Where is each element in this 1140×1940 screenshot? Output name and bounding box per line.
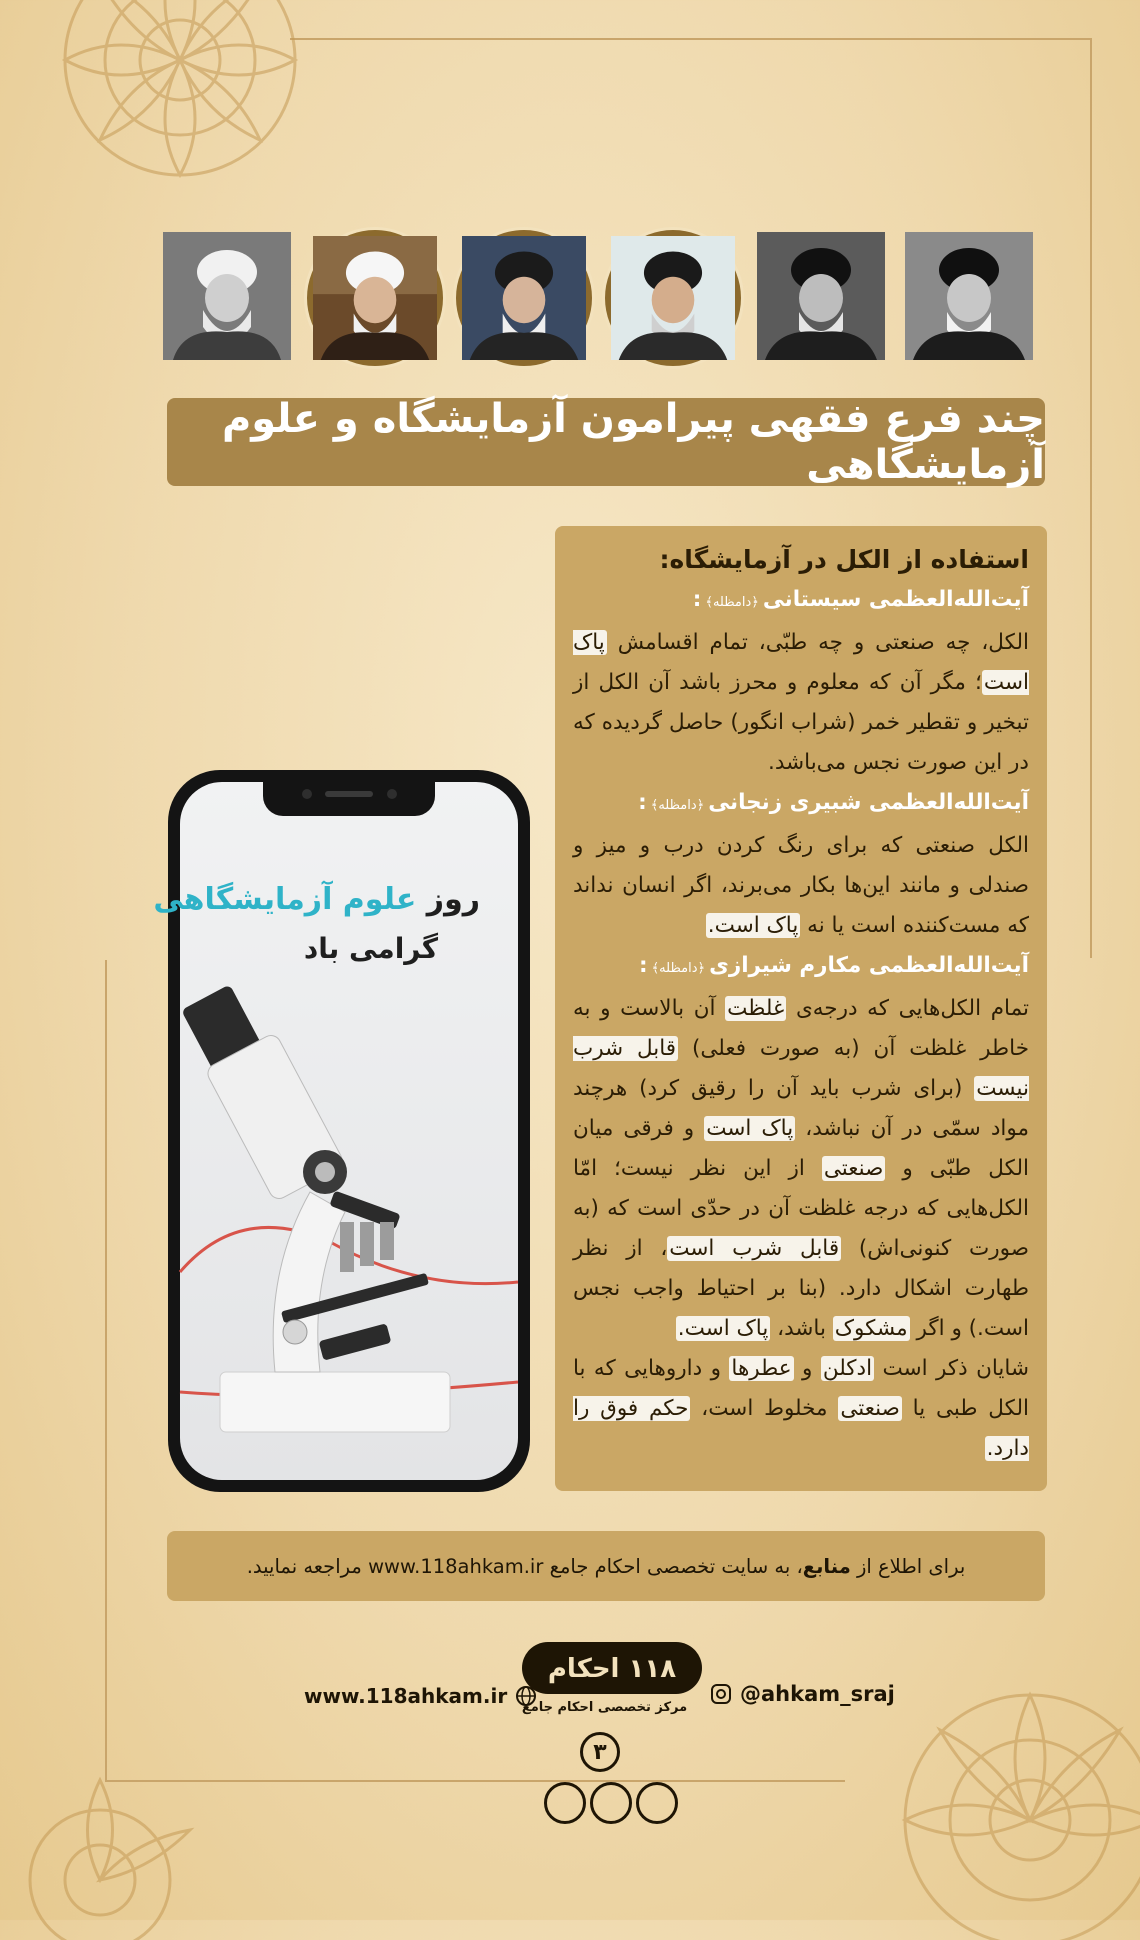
ruling-text: تمام الکل‌هایی که درجه‌ی غلظت آن بالاست و به خاطر غلظت آن (به صورت فعلی) قابل شرب نیست (برای شرب باید آن را رقیق کرد) هرچند مواد سمّی در آن نباشد، پاک است و فرقی میان الکل طبّی و صنعتی از این نظر نیست؛ امّا الکل‌هایی که درجه غلظت آن در حدّی است که (به صورت کنونی‌اش) قابل شرب است، از نظر طهارت اشکال دارد. (بنا بر احتیاط واجب نجس است.) و اگر مشکوک باشد، پاک است.: [573, 996, 1029, 1341]
page-dots: [544, 1782, 678, 1824]
highlight: پاک است.: [707, 913, 799, 938]
frame-right-line: [1090, 38, 1092, 958]
phone-speaker: [325, 791, 373, 797]
portrait-5: [757, 232, 885, 360]
cleric-portrait-icon: [313, 236, 437, 360]
highlight: صنعتی: [823, 1156, 884, 1181]
highlight: حکم فوق را دارد.: [573, 1396, 1029, 1461]
highlight: عطرها: [731, 1356, 792, 1381]
mandala-ornament-top-left: [0, 0, 360, 240]
portrait-1: [163, 232, 291, 360]
logo-caption: مرکز تخصصی احکام جامع: [521, 1700, 688, 1715]
frame-top-line: [290, 38, 1090, 40]
microscope-icon: [180, 972, 518, 1472]
page-title: چند فرع فقهی پیرامون آزمایشگاه و علوم آزمایشگاهی: [221, 396, 1045, 488]
ruling-text: الکل، چه صنعتی و چه طبّی، تمام اقسامش پاک است؛ مگر آن که معلوم و محرز باشد آن الکل از تبخیر و تقطیر خمر (شراب انگور) حاصل گردیده که در این صورت نجس می‌باشد.: [573, 630, 1029, 775]
authority-name: آیت‌الله‌العظمی شبیری زنجانی: [708, 790, 1029, 815]
footer-handle[interactable]: @ahkam_sraj: [710, 1682, 895, 1706]
highlight: مشکوک: [834, 1316, 908, 1341]
logo-text: ۱۱۸ احکام: [547, 1654, 677, 1684]
phone-screen: [153, 782, 518, 1480]
frame-left-line: [105, 960, 107, 1780]
honorific: ﴿دامظله﴾: [650, 798, 705, 813]
honorific: ﴿دامظله﴾: [651, 961, 706, 976]
portrait-4: [605, 230, 741, 366]
ruling-text: الکل صنعتی که برای رنگ کردن درب و میز و صندلی و مانند این‌ها بکار می‌برند، اگر انسان نداند که مست‌کننده است یا نه پاک است.: [573, 833, 1029, 938]
cleric-portrait-icon: [757, 232, 885, 360]
source-bar: برای اطلاع از منابع ، به سایت تخصصی احکام جامع www.118ahkam.ir مراجعه نمایید.: [167, 1531, 1045, 1601]
highlight: قابل شرب است: [669, 1236, 840, 1261]
phone-mockup: [153, 770, 530, 1492]
phone-camera: [387, 789, 397, 799]
day-title: روز علوم آزمایشگاهی: [153, 882, 480, 917]
source-bold: منابع: [802, 1554, 851, 1578]
panel-heading: استفاده از الکل در آزمایشگاه:: [659, 545, 1029, 574]
portraits-row: [60, 232, 1140, 372]
ruling-authority: آیت‌الله‌العظمی شبیری زنجانی﴿دامظله﴾:: [638, 790, 1029, 815]
page-dot[interactable]: [590, 1782, 632, 1824]
portrait-6: [905, 232, 1033, 360]
page-dot[interactable]: [544, 1782, 586, 1824]
highlight: غلظت: [727, 996, 785, 1021]
phone-camera: [302, 789, 312, 799]
highlight: قابل شرب نیست: [573, 1036, 1029, 1101]
mandala-ornament-bottom-left: [20, 1720, 240, 1940]
authority-name: آیت‌الله‌العظمی مکارم شیرازی: [709, 953, 1029, 978]
page-dot[interactable]: [636, 1782, 678, 1824]
highlight: صنعتی: [840, 1396, 900, 1421]
highlight: پاک است.: [677, 1316, 769, 1341]
ruling-authority: آیت‌الله‌العظمی مکارم شیرازی﴿دامظله﴾:: [638, 953, 1029, 978]
highlight: پاک است: [706, 1116, 794, 1141]
mandala-ornament-bottom-right: [850, 1620, 1140, 1940]
social-handle-icon: [710, 1683, 732, 1705]
title-bar: [167, 398, 1045, 486]
cleric-portrait-icon: [905, 232, 1033, 360]
cleric-portrait-icon: [163, 232, 291, 360]
phone-notch: [263, 782, 435, 816]
page-number: ۳: [580, 1732, 620, 1772]
honorific: ﴿دامظله﴾: [705, 595, 759, 610]
highlight: ادکلن: [822, 1356, 873, 1381]
portrait-2: [307, 230, 443, 366]
cleric-portrait-icon: [611, 236, 735, 360]
authority-name: آیت‌الله‌العظمی سیستانی: [762, 587, 1029, 612]
cleric-portrait-icon: [462, 236, 586, 360]
ruling-authority: آیت‌الله‌العظمی سیستانی﴿دامظله﴾:: [692, 587, 1029, 612]
highlight: پاک است: [573, 630, 1029, 695]
rulings-panel: [555, 526, 1047, 1491]
portrait-3: [456, 230, 592, 366]
footer-website[interactable]: www.118ahkam.ir: [304, 1684, 537, 1708]
day-subtitle: گرامی باد: [303, 932, 438, 965]
ruling-note: شایان ذکر است ادکلن و عطرها و داروهایی که با الکل طبی یا صنعتی مخلوط است، حکم فوق را دارد.: [573, 1356, 1029, 1461]
